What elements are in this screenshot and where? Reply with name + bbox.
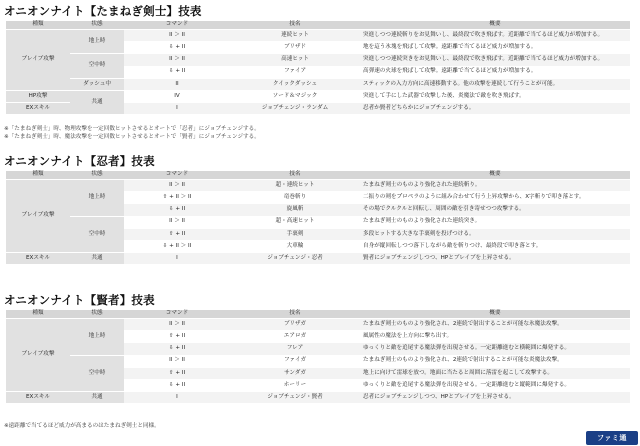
header-kind: 種類	[6, 21, 70, 30]
table-row	[6, 90, 630, 102]
move-desc-cell: 多段ヒットする大きな手裏剣を投げつける。	[360, 228, 630, 240]
move-name-cell: ジョブチェンジ・忍者	[230, 253, 360, 265]
table-row	[6, 54, 630, 66]
move-desc-cell: 高弾速の火球を飛ばして攻撃。遠距離で当てるほど威力が増加する。	[360, 66, 630, 78]
move-name-cell: クイックダッシュ	[230, 78, 360, 90]
command-cell: I	[124, 103, 230, 115]
header-desc: 概要	[360, 310, 630, 319]
table-row	[6, 319, 630, 331]
table-row	[6, 78, 630, 90]
kind-cell: HP攻撃	[6, 90, 70, 102]
move-desc-cell: 突進しつつ連続突きをお見舞いし、最終段で吹き飛ばす。近距離で当てるほど威力が増加する。	[360, 54, 630, 66]
move-desc-cell: 地を這う氷塊を飛ばして攻撃。遠距離で当てるほど威力が増加する。	[360, 42, 630, 54]
move-desc-cell: 突進しつつ連続斬りをお見舞いし、最終段で吹き飛ばす。近距離で当てるほど威力が増加する。	[360, 30, 630, 42]
move-desc-cell: 忍者にジョブチェンジしつつ、HPとブレイブを上昇させる。	[360, 392, 630, 404]
command-cell: II ＞ II	[124, 54, 230, 66]
footnote: ※「たまねぎ剣士」時、魔法攻撃を一定回数ヒットさせるとオートで「賢者」にジョブチェンジする。	[4, 134, 260, 141]
move-name-cell: 連続ヒット	[230, 30, 360, 42]
move-name-cell: ジョブチェンジ・ランダム	[230, 103, 360, 115]
move-name-cell: 高速ヒット	[230, 54, 360, 66]
move-name-cell: ホーリー	[230, 379, 360, 391]
command-cell: ⇧ + II	[124, 367, 230, 379]
header-state: 状態	[70, 310, 124, 319]
command-cell: ⇩ + II	[124, 379, 230, 391]
move-desc-cell: ゆっくりと敵を追尾する魔法弾を出現させる。一定距離進むと縦範囲に爆発する。	[360, 379, 630, 391]
command-cell: ⇩ + II	[124, 343, 230, 355]
state-cell: 地上時	[70, 319, 124, 356]
move-desc-cell: 忍者か賢者どちらかにジョブチェンジする。	[360, 103, 630, 115]
header-name: 技名	[230, 310, 360, 319]
footnote: ※「たまねぎ剣士」時、物理攻撃を一定回数ヒットさせるとオートで「忍者」にジョブチェンジする。	[4, 126, 260, 132]
header-command: コマンド	[124, 21, 230, 30]
move-name-cell: ブリザガ	[230, 319, 360, 331]
state-cell: 共通	[70, 90, 124, 114]
move-desc-cell: 突進して手にした武器で攻撃した後、炎魔法で敵を吹き飛ばす。	[360, 90, 630, 102]
move-desc-cell: たまねぎ剣士のものより強化された連続斬り。	[360, 180, 630, 192]
header-command: コマンド	[124, 171, 230, 180]
command-cell: I	[124, 392, 230, 404]
state-cell: 地上時	[70, 30, 124, 54]
kind-cell: EXスキル	[6, 392, 70, 404]
section-title-ninja: オニオンナイト【忍者】技表	[4, 154, 155, 168]
move-name-cell: 超・高速ヒット	[230, 216, 360, 228]
move-desc-cell: スティックの入力方向に高速移動する。他の攻撃を連続して行うことが可能。	[360, 78, 630, 90]
command-cell: II ＞ II	[124, 355, 230, 367]
move-desc-cell: たまねぎ剣士のものより強化され、2連続で射出することが可能な炎魔法攻撃。	[360, 355, 630, 367]
header-state: 状態	[70, 171, 124, 180]
kind-cell: ブレイブ攻撃	[6, 180, 70, 253]
command-cell: II	[124, 78, 230, 90]
state-cell: 共通	[70, 392, 124, 404]
command-cell: II ＞ II	[124, 319, 230, 331]
move-desc-cell: 二振りの剣をプロペラのように組み合わせて行う上昇攻撃から、X字斬りで叩き落とす。	[360, 192, 630, 204]
move-desc-cell: 地上に向けて雷球を放つ。地面に当たると周囲に落雷を起こして攻撃する。	[360, 367, 630, 379]
header-name: 技名	[230, 21, 360, 30]
state-cell: 共通	[70, 253, 124, 265]
command-cell: ⇧ + II ＞ II	[124, 192, 230, 204]
command-cell: ⇩ + II	[124, 204, 230, 216]
header-name: 技名	[230, 171, 360, 180]
footnotes	[4, 422, 160, 430]
move-name-cell: 大車輪	[230, 240, 360, 252]
command-cell: ⇩ + II ＞ II	[124, 240, 230, 252]
table-row	[6, 180, 630, 192]
table-row	[6, 392, 630, 404]
command-cell: I	[124, 253, 230, 265]
table-row	[6, 216, 630, 228]
move-desc-cell: その場でクルクルと回転し、周囲の敵を引き寄せつつ攻撃する。	[360, 204, 630, 216]
kind-cell: ブレイブ攻撃	[6, 319, 70, 392]
move-table-ninja	[6, 171, 630, 265]
state-cell: 空中時	[70, 216, 124, 253]
kind-cell: EXスキル	[6, 103, 70, 115]
move-name-cell: ファイガ	[230, 355, 360, 367]
table-row	[6, 30, 630, 42]
section-title-onion-knight: オニオンナイト【たまねぎ剣士】技表	[4, 4, 202, 18]
move-table-onion-knight	[6, 21, 630, 115]
section-title-sage: オニオンナイト【賢者】技表	[4, 293, 155, 307]
command-cell: ⇧ + II	[124, 331, 230, 343]
move-desc-cell: ゆっくりと敵を追尾する魔法弾を出現させる。一定距離進むと横範囲に爆発する。	[360, 343, 630, 355]
state-cell: 地上時	[70, 180, 124, 217]
footnotes	[4, 125, 260, 141]
state-cell: 空中時	[70, 355, 124, 392]
header-desc: 概要	[360, 171, 630, 180]
move-name-cell: フレア	[230, 343, 360, 355]
move-name-cell: エアロガ	[230, 331, 360, 343]
move-name-cell: 超・連続ヒット	[230, 180, 360, 192]
command-cell: ⇩ + II	[124, 66, 230, 78]
header-kind: 種類	[6, 171, 70, 180]
move-name-cell: ファイア	[230, 66, 360, 78]
command-cell: ⇩ + II	[124, 42, 230, 54]
state-cell: ダッシュ中	[70, 78, 124, 90]
move-table-sage	[6, 310, 630, 404]
famitsu-logo: ファミ通	[586, 431, 638, 445]
move-name-cell: ソード＆マジック	[230, 90, 360, 102]
move-name-cell: 竜巻斬り	[230, 192, 360, 204]
header-kind: 種類	[6, 310, 70, 319]
move-name-cell: サンダガ	[230, 367, 360, 379]
kind-cell: ブレイブ攻撃	[6, 30, 70, 91]
state-cell: 空中時	[70, 54, 124, 78]
move-desc-cell: 自身が縦回転しつつ落下しながら敵を斬りつけ、最終段で叩き落とす。	[360, 240, 630, 252]
move-name-cell: ブリザド	[230, 42, 360, 54]
move-desc-cell: 風属性の魔法を上方向に撃ち出す。	[360, 331, 630, 343]
footnote: ※遠距離で当てるほど威力が高まるのはたまねぎ剣士と同様。	[4, 423, 160, 429]
move-name-cell: ジョブチェンジ・賢者	[230, 392, 360, 404]
command-cell: II ＞ II	[124, 30, 230, 42]
command-cell: II ＞ II	[124, 180, 230, 192]
table-row	[6, 355, 630, 367]
move-name-cell: 手裏剣	[230, 228, 360, 240]
header-state: 状態	[70, 21, 124, 30]
header-command: コマンド	[124, 310, 230, 319]
table-header-row	[6, 310, 630, 319]
move-desc-cell: たまねぎ剣士のものより強化され、2連続で射出することが可能な氷魔法攻撃。	[360, 319, 630, 331]
command-cell: II ＞ II	[124, 216, 230, 228]
header-desc: 概要	[360, 21, 630, 30]
kind-cell: EXスキル	[6, 253, 70, 265]
table-header-row	[6, 21, 630, 30]
table-header-row	[6, 171, 630, 180]
table-row	[6, 253, 630, 265]
move-desc-cell: たまねぎ剣士のものより強化された連続突き。	[360, 216, 630, 228]
move-desc-cell: 賢者にジョブチェンジしつつ、HPとブレイブを上昇させる。	[360, 253, 630, 265]
command-cell: IV	[124, 90, 230, 102]
move-name-cell: 旋風斬	[230, 204, 360, 216]
command-cell: ⇧ + II	[124, 228, 230, 240]
